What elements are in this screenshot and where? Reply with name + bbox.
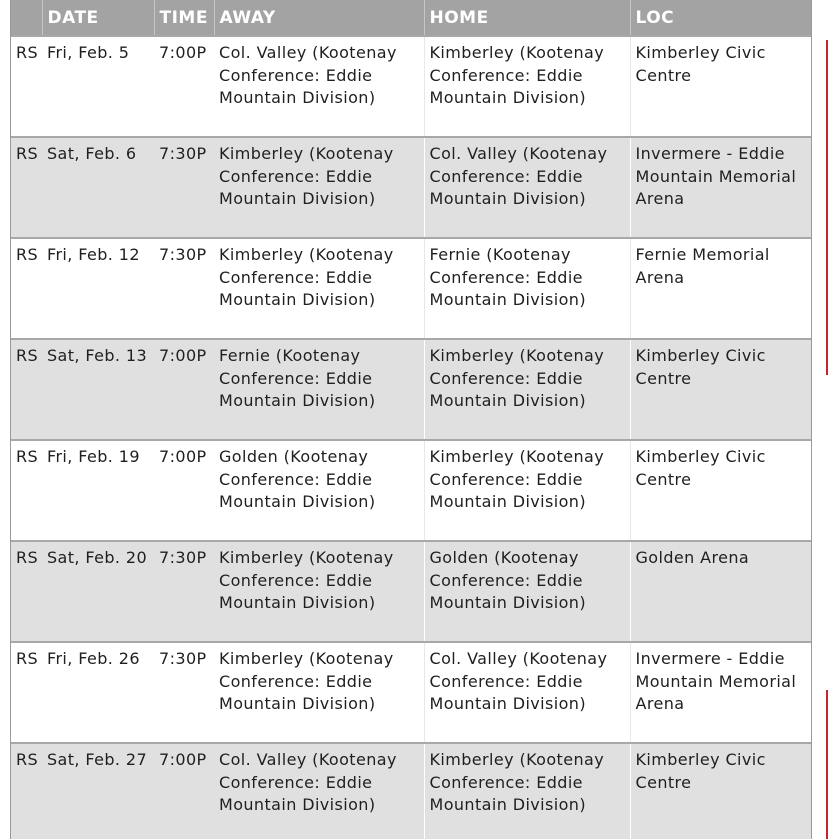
away-team-cell: Fernie (Kootenay Conference: Eddie Mountain Division)	[214, 339, 424, 440]
away-team-cell: Kimberley (Kootenay Conference: Eddie Mountain Division)	[214, 137, 424, 238]
game-time-cell: 7:30P	[159, 548, 207, 567]
table-row	[11, 743, 811, 839]
table-row	[11, 137, 811, 238]
game-type-cell: RS	[16, 144, 39, 163]
game-time-cell: 7:00P	[159, 447, 207, 466]
away-team-cell: Col. Valley (Kootenay Conference: Eddie Mountain Division)	[214, 743, 424, 839]
game-date-cell: Fri, Feb. 26	[47, 649, 140, 668]
home-team-cell: Kimberley (Kootenay Conference: Eddie Mountain Division)	[424, 440, 630, 541]
home-team-cell: Col. Valley (Kootenay Conference: Eddie Mountain Division)	[424, 137, 630, 238]
table-row	[11, 440, 811, 541]
home-team-cell: Col. Valley (Kootenay Conference: Eddie Mountain Division)	[424, 642, 630, 743]
away-team-cell: Golden (Kootenay Conference: Eddie Mountain Division)	[214, 440, 424, 541]
column-header-type	[11, 0, 42, 36]
game-time-cell: 7:00P	[159, 346, 207, 365]
game-date-cell: Sat, Feb. 27	[47, 750, 148, 769]
table-row	[11, 238, 811, 339]
location-cell: Kimberley Civic Centre	[635, 346, 766, 388]
location-cell: Golden Arena	[635, 548, 750, 567]
game-type-cell: RS	[16, 649, 39, 668]
column-header-away: AWAY	[214, 0, 424, 36]
game-type-cell: RS	[16, 346, 39, 365]
table-header-row	[11, 0, 811, 36]
table-row	[11, 541, 811, 642]
table-row	[11, 642, 811, 743]
game-time-cell: 7:00P	[159, 750, 207, 769]
column-header-loc: LOC	[630, 0, 811, 36]
game-type-cell: RS	[16, 548, 39, 567]
home-team-cell: Kimberley (Kootenay Conference: Eddie Mountain Division)	[424, 339, 630, 440]
away-team-cell: Kimberley (Kootenay Conference: Eddie Mountain Division)	[214, 238, 424, 339]
home-team-cell: Kimberley (Kootenay Conference: Eddie Mountain Division)	[424, 743, 630, 839]
game-date-cell: Fri, Feb. 19	[47, 447, 140, 466]
game-type-cell: RS	[16, 447, 39, 466]
game-date-cell: Sat, Feb. 13	[47, 346, 148, 365]
game-time-cell: 7:30P	[159, 649, 207, 668]
table-row	[11, 36, 811, 137]
game-time-cell: 7:00P	[159, 43, 207, 62]
location-cell: Invermere - Eddie Mountain Memorial Arena	[635, 649, 797, 714]
game-date-cell: Sat, Feb. 6	[47, 144, 137, 163]
game-time-cell: 7:30P	[159, 245, 207, 264]
game-type-cell: RS	[16, 43, 39, 62]
schedule-table	[11, 0, 812, 839]
home-team-cell: Golden (Kootenay Conference: Eddie Mountain Division)	[424, 541, 630, 642]
away-team-cell: Kimberley (Kootenay Conference: Eddie Mountain Division)	[214, 642, 424, 743]
game-date-cell: Sat, Feb. 20	[47, 548, 148, 567]
away-team-cell: Kimberley (Kootenay Conference: Eddie Mountain Division)	[214, 541, 424, 642]
game-date-cell: Fri, Feb. 5	[47, 43, 130, 62]
location-cell: Kimberley Civic Centre	[635, 43, 766, 85]
away-team-cell: Col. Valley (Kootenay Conference: Eddie Mountain Division)	[214, 36, 424, 137]
location-cell: Kimberley Civic Centre	[635, 750, 766, 792]
game-time-cell: 7:30P	[159, 144, 207, 163]
schedule-frame	[10, 0, 812, 839]
game-date-cell: Fri, Feb. 12	[47, 245, 140, 264]
column-header-date: DATE	[42, 0, 154, 36]
location-cell: Kimberley Civic Centre	[635, 447, 766, 489]
game-type-cell: RS	[16, 750, 39, 769]
location-cell: Invermere - Eddie Mountain Memorial Arena	[635, 144, 797, 209]
location-cell: Fernie Memorial Arena	[635, 245, 770, 287]
home-team-cell: Fernie (Kootenay Conference: Eddie Mountain Division)	[424, 238, 630, 339]
column-header-home: HOME	[424, 0, 630, 36]
column-header-time: TIME	[154, 0, 214, 36]
table-row	[11, 339, 811, 440]
game-type-cell: RS	[16, 245, 39, 264]
home-team-cell: Kimberley (Kootenay Conference: Eddie Mountain Division)	[424, 36, 630, 137]
